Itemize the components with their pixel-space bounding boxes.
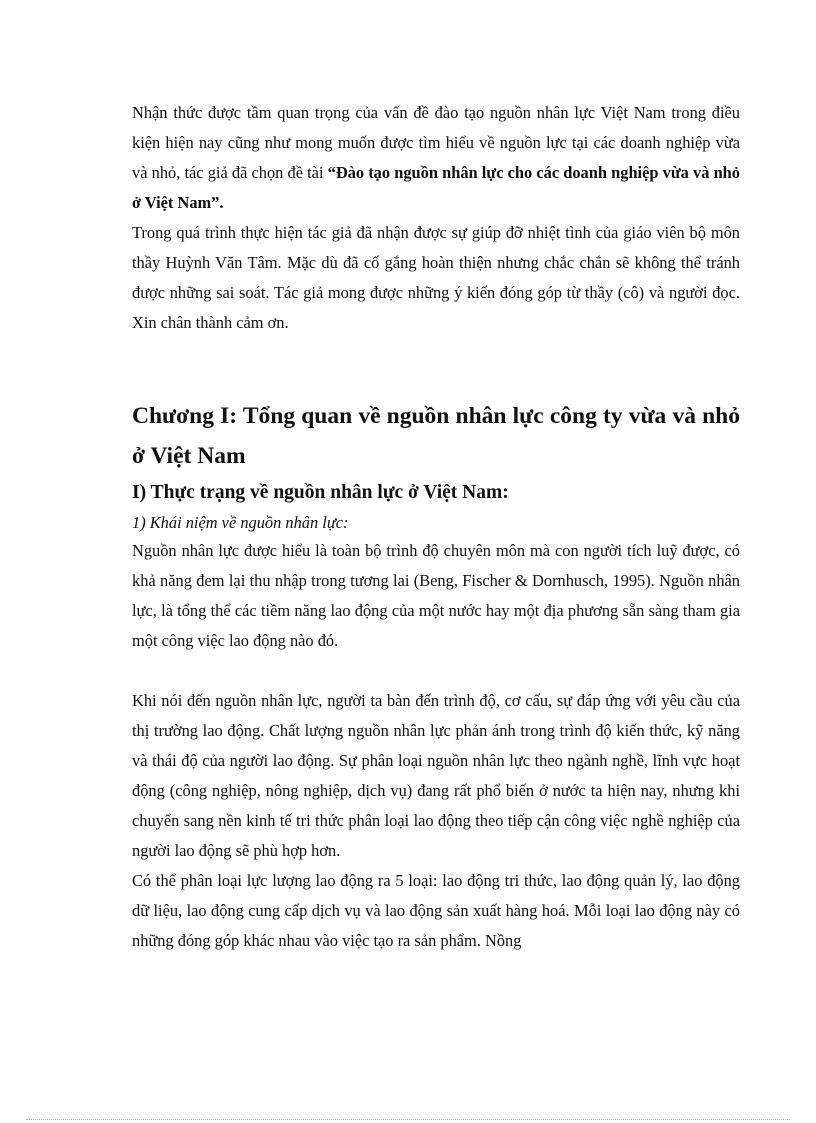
chapter-title: Chương I: Tổng quan về nguồn nhân lực công ty vừa và nhỏ ở Việt Nam bbox=[132, 403, 740, 469]
body-paragraph-1: Nguồn nhân lực được hiểu là toàn bộ trình độ chuyên môn mà con người tích luỹ được, có khả năng đem lại thu nhập trong tương lai (Beng, Fischer & Dornhusch, 1995). Nguồn nhân lực, là tổng thể các tiềm năng lao động của một nước hay một địa phương sẵn sàng tham gia một công việc lao động nào đó. bbox=[132, 541, 740, 650]
intro-paragraph-2: Trong quá trình thực hiện tác giả đã nhận được sự giúp đỡ nhiệt tình của giáo viên bộ môn thầy Huỳnh Văn Tâm. Mặc dù đã cố gắng hoàn thiện nhưng chắc chắn sẽ không thể tránh được những sai soát. Tác giả mong được những ý kiến đóng góp từ thầy (cô) và người đọc. Xin chân thành cảm ơn. bbox=[132, 223, 740, 332]
thesis-title: “Đào tạo nguồn nhân lực cho các doanh nghiệp vừa và nhỏ ở Việt Nam”. bbox=[132, 163, 740, 212]
body-paragraph-2: Khi nói đến nguồn nhân lực, người ta bàn đến trình độ, cơ cấu, sự đáp ứng với yêu cầu của thị trường lao động. Chất lượng nguồn nhân lực phản ánh trong trình độ kiến thức, kỹ năng và thái độ của người lao động. Sự phân loại nguồn nhân lực theo ngành nghề, lĩnh vực hoạt động (công nghiệp, nông nghiệp, dịch vụ) đang rất phổ biến ở nước ta hiện nay, nhưng khi chuyển sang nền kinh tế tri thức phân loại lao động theo tiếp cận công việc nghề nghiệp của người lao động sẽ phù hợp hơn. bbox=[132, 691, 740, 860]
subsection-title: 1) Khái niệm về nguồn nhân lực: bbox=[132, 513, 349, 532]
document-page bbox=[132, 98, 740, 956]
paragraph-spacer bbox=[132, 656, 740, 686]
intro-paragraph-1 bbox=[132, 98, 740, 218]
body-paragraph-3: Có thể phân loại lực lượng lao động ra 5 loại: lao động tri thức, lao động quản lý, lao động dữ liệu, lao động cung cấp dịch vụ và lao động sản xuất hàng hoá. Mỗi loại lao động này có những đóng góp khác nhau vào việc tạo ra sản phẩm. Nồng bbox=[132, 871, 740, 950]
intro-paragraph-1-text: Nhận thức được tầm quan trọng của vấn đề đào tạo nguồn nhân lực Việt Nam trong điều kiện hiện nay cũng như mong muốn được tìm hiểu về nguồn lực tại các doanh nghiệp vừa và nhỏ, tác giả đã chọn đề tài bbox=[132, 103, 740, 182]
section-title: I) Thực trạng về nguồn nhân lực ở Việt Nam: bbox=[132, 482, 509, 503]
page-bottom-divider bbox=[26, 1119, 790, 1120]
